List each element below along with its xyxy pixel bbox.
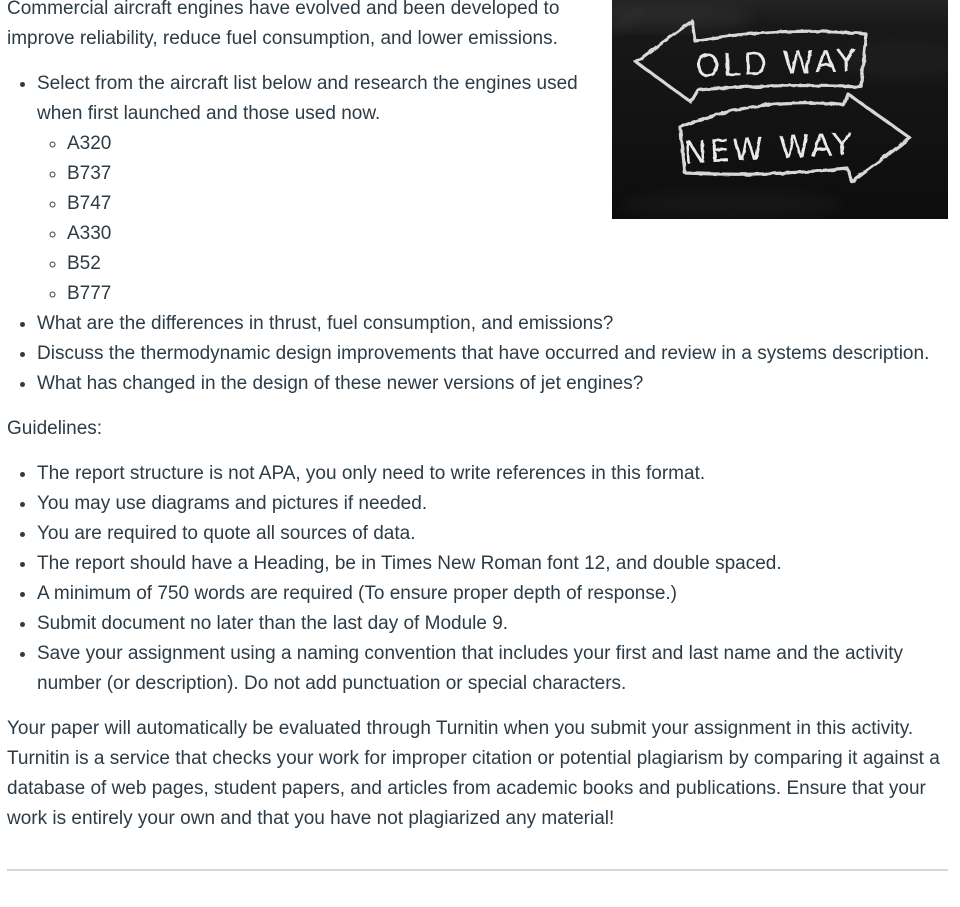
task-item: • What has changed in the design of these newer versions of jet engines? <box>37 369 948 399</box>
aircraft-item: ◦ B737 <box>67 159 948 189</box>
guideline-item: • The report should have a Heading, be in Times New Roman font 12, and double spaced. <box>37 549 948 579</box>
turnitin-paragraph: Your paper will automatically be evaluated through Turnitin when you submit your assignment in this activity. Turnitin is a service that checks your work for improper citation or potential plagiarism by comparing it against a database of web pages, student papers, and articles from academic books and publications. Ensure that your work is entirely your own and that you have not plagiarized any material! <box>7 718 940 829</box>
aircraft-item: ◦ B52 <box>67 249 948 279</box>
guideline-item: • You may use diagrams and pictures if needed. <box>37 489 948 519</box>
aircraft-item: ◦ A320 <box>67 129 948 159</box>
guideline-item: • A minimum of 750 words are required (To ensure proper depth of response.) <box>37 579 948 609</box>
guideline-item: • You are required to quote all sources of data. <box>37 519 948 549</box>
task-text: Select from the aircraft list below and research the engines used when first launched and those used now. <box>37 73 578 124</box>
guidelines-heading: Guidelines: <box>7 418 103 439</box>
guideline-item: • The report structure is not APA, you only need to write references in this format. <box>37 459 948 489</box>
bottom-divider <box>7 869 948 871</box>
task-item: • What are the differences in thrust, fuel consumption, and emissions? <box>37 309 948 339</box>
aircraft-item: ◦ B777 <box>67 279 948 309</box>
guideline-item: • Save your assignment using a naming convention that includes your first and last name and the activity number (or description). Do not add punctuation or special characters. <box>37 639 948 699</box>
new-way-label: NEW WAY <box>682 126 856 172</box>
guidelines-list <box>7 459 948 699</box>
task-item: • Discuss the thermodynamic design improvements that have occurred and review in a systems description. <box>37 339 948 369</box>
aircraft-item: ◦ B747 <box>67 189 948 219</box>
old-way-label: OLD WAY <box>694 43 860 85</box>
old-way-new-way-image <box>612 0 948 219</box>
aircraft-item: ◦ A330 <box>67 219 948 249</box>
intro-paragraph: Commercial aircraft engines have evolved and been developed to improve reliability, reduce fuel consumption, and lower emissions. <box>7 0 560 49</box>
guideline-item: • Submit document no later than the last day of Module 9. <box>37 609 948 639</box>
chalkboard-graphic <box>612 0 948 219</box>
